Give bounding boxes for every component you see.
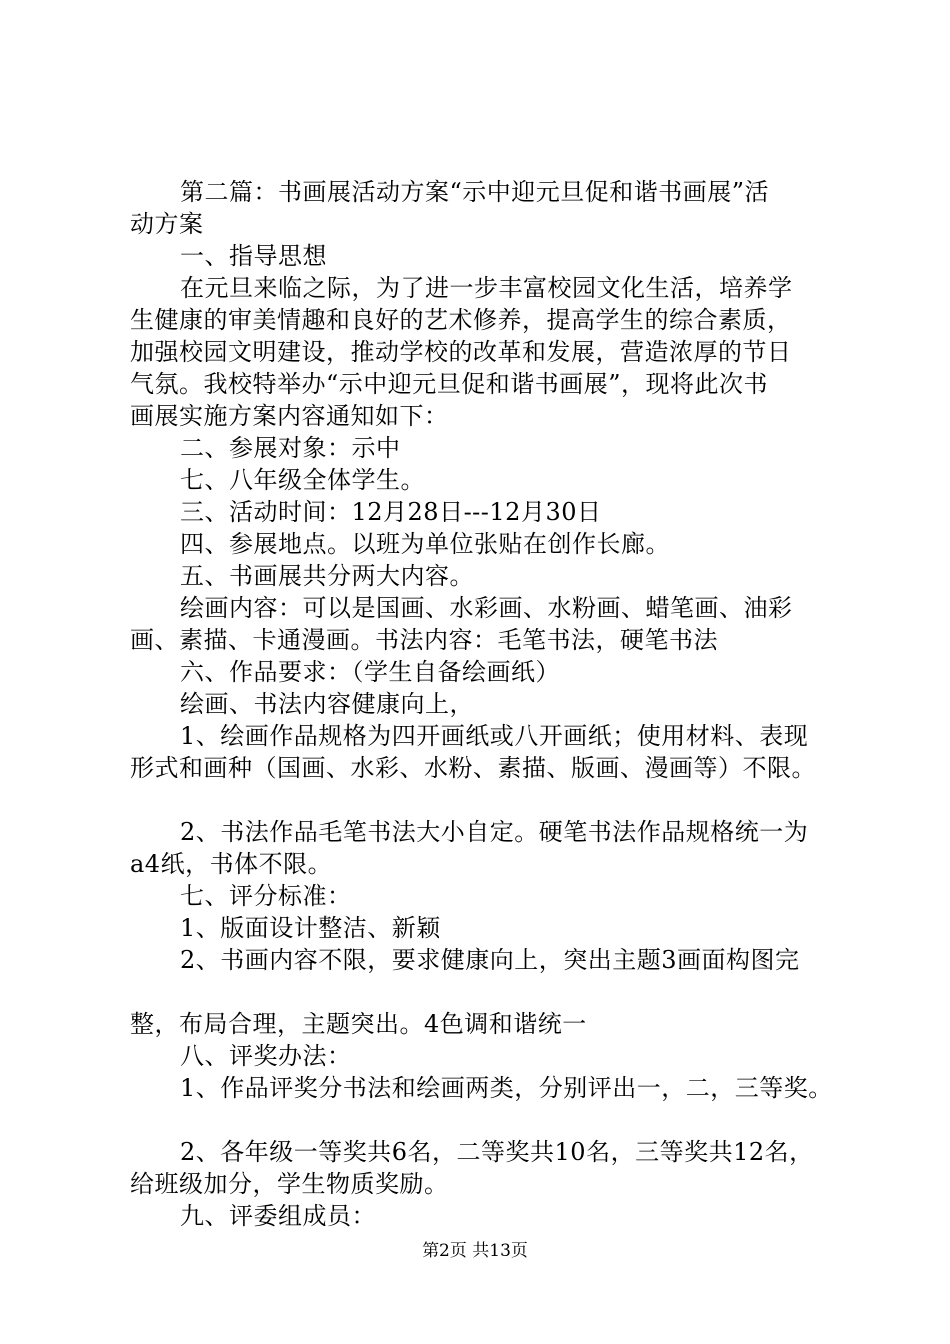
- list-item-line: 形式和画种（国画、水彩、水粉、素描、版画、漫画等）不限。: [130, 754, 816, 782]
- blank-line: [130, 784, 850, 816]
- section-heading: 八、评奖办法：: [180, 1042, 352, 1070]
- document-body: [130, 176, 850, 1232]
- list-item-line: 整，布局合理，主题突出。4色调和谐统一: [130, 1010, 587, 1038]
- paragraph-line: 气氛。我校特举办“示中迎元旦促和谐书画展”，现将此次书: [130, 370, 769, 398]
- section-heading: 四、参展地点。以班为单位张贴在创作长廊。: [180, 530, 670, 558]
- section-heading: 七、评分标准：: [180, 882, 352, 910]
- section-heading: 一、指导思想: [180, 242, 327, 270]
- list-item-line: 1、作品评奖分书法和绘画两类，分别评出一，二，三等奖。: [180, 1074, 833, 1102]
- title-line-continued: 动方案: [130, 210, 204, 238]
- list-item-line: 2、书法作品毛笔书法大小自定。硬笔书法作品规格统一为: [180, 818, 809, 846]
- list-item-line: 2、书画内容不限，要求健康向上，突出主题3画面构图完: [180, 946, 800, 974]
- paragraph-line: 绘画内容：可以是国画、水彩画、水粉画、蜡笔画、油彩: [180, 594, 793, 622]
- section-heading: 五、书画展共分两大内容。: [180, 562, 474, 590]
- list-item-line: 给班级加分，学生物质奖励。: [130, 1170, 449, 1198]
- paragraph-line: 生健康的审美情趣和良好的艺术修养，提高学生的综合素质，: [130, 306, 792, 334]
- section-heading: 九、评委组成员：: [180, 1202, 376, 1230]
- paragraph-line: 绘画、书法内容健康向上，: [180, 690, 474, 718]
- paragraph-line: 七、八年级全体学生。: [180, 466, 425, 494]
- section-heading: 二、参展对象：示中: [180, 434, 401, 462]
- blank-line: [130, 976, 850, 1008]
- paragraph-line: 在元旦来临之际，为了进一步丰富校园文化生活，培养学: [180, 274, 793, 302]
- title-line: 第二篇：书画展活动方案“示中迎元旦促和谐书画展”活: [180, 178, 770, 206]
- paragraph-line: 画展实施方案内容通知如下：: [130, 402, 449, 430]
- section-heading: 三、活动时间：12月28日---12月30日: [180, 498, 602, 526]
- paragraph-line: 加强校园文明建设，推动学校的改革和发展，营造浓厚的节日: [130, 338, 792, 366]
- paragraph-line: 画、素描、卡通漫画。书法内容：毛笔书法，硬笔书法: [130, 626, 718, 654]
- list-item-line: 2、各年级一等奖共6名，二等奖共10名，三等奖共12名，: [180, 1138, 814, 1166]
- list-item-line: 1、版面设计整洁、新颖: [180, 914, 441, 942]
- list-item-line: a4纸，书体不限。: [130, 850, 333, 878]
- blank-line: [130, 1104, 850, 1136]
- list-item-line: 1、绘画作品规格为四开画纸或八开画纸；使用材料、表现: [180, 722, 809, 750]
- page-number-footer: 第2页 共13页: [422, 1241, 528, 1261]
- section-heading: 六、作品要求：（学生自备绘画纸）: [180, 658, 560, 686]
